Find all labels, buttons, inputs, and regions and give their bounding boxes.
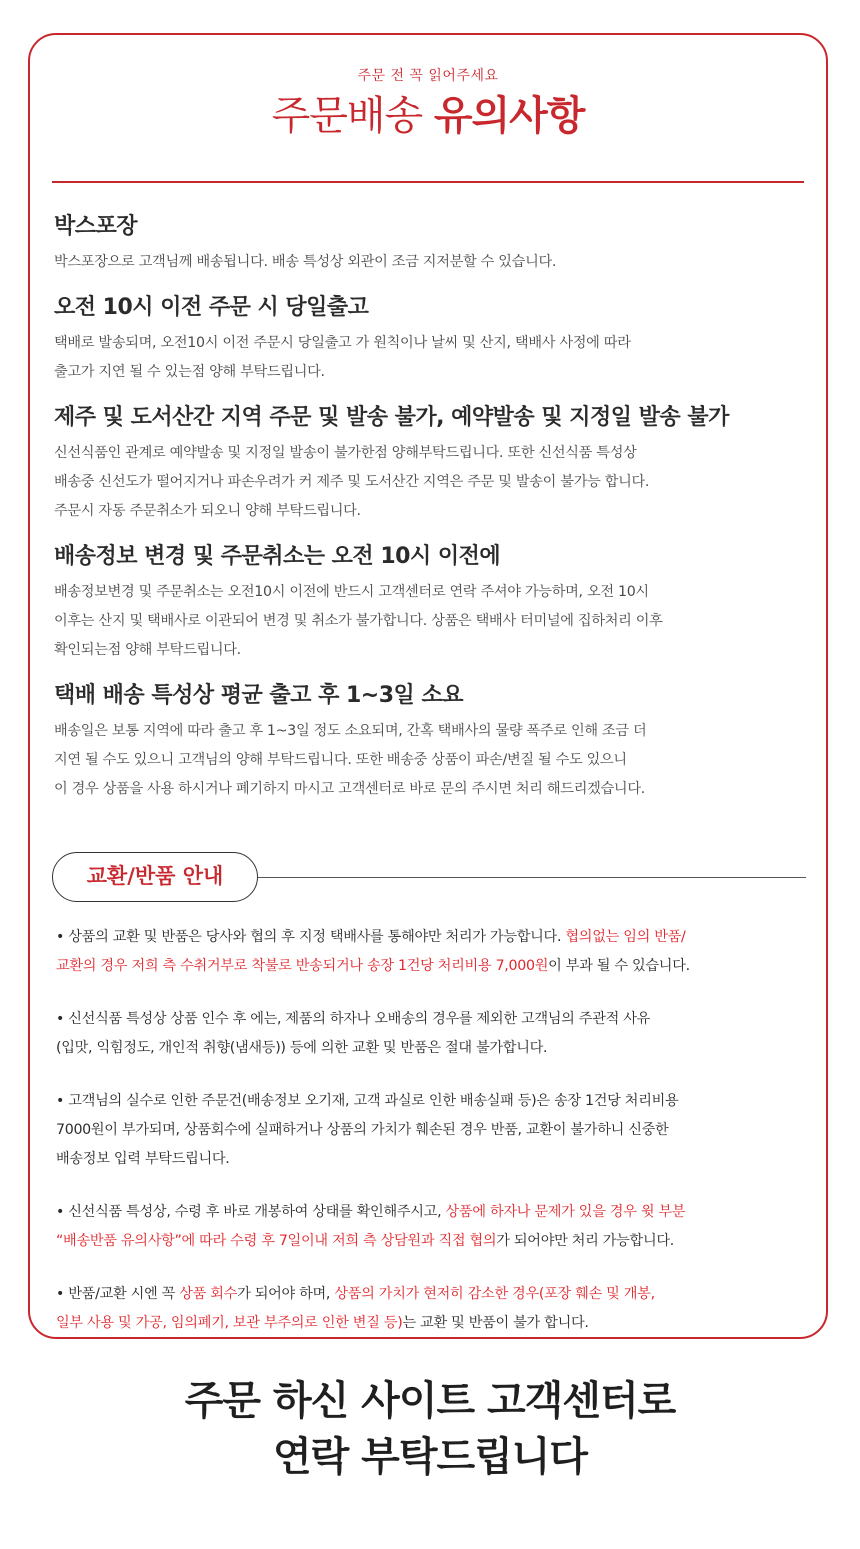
bullet-highlight: 상품의 가치가 현저히 감소한 경우(포장 훼손 및 개봉, (334, 1286, 655, 1302)
bullet-text: (입맛, 익힘정도, 개인적 취향(냄새등)) 등에 의한 교환 및 반품은 절대 불가합니다. (56, 1040, 548, 1056)
exchange-label-pill: 교환/반품 안내 (52, 852, 258, 902)
bullet-item (56, 1087, 816, 1174)
footer-line: 주문 하신 사이트 고객센터로 (184, 1378, 676, 1424)
bullet-text: • 신선식품 특성상 상품 인수 후 에는, 제품의 하자나 오배송의 경우를 제외한 고객님의 주관적 사유 (56, 1011, 651, 1027)
bullet-item (56, 1280, 816, 1338)
bullet-text: 배송정보 입력 부탁드립니다. (56, 1151, 230, 1167)
bullet-highlight: 상품 회수 (179, 1286, 238, 1302)
notice-header (30, 65, 826, 141)
bullet-highlight: “배송반품 유의사항”에 따라 수령 후 7일이내 저희 측 상담원과 직접 협의 (56, 1233, 497, 1249)
bullet-text: 가 되어야만 처리 가능합니다. (496, 1233, 674, 1249)
header-divider (52, 181, 804, 183)
section-delivery-time (54, 679, 824, 804)
bullet-item (56, 1005, 816, 1063)
section-heading: 오전 10시 이전 주문 시 당일출고 (54, 295, 369, 320)
bullet-highlight: 일부 사용 및 가공, 임의폐기, 보관 부주의로 인한 변질 등) (56, 1315, 403, 1331)
header-kicker: 주문 전 꼭 읽어주세요 (357, 68, 499, 84)
bullet-text: 이 부과 될 수 있습니다. (548, 958, 690, 974)
exchange-header (52, 852, 806, 904)
section-jeju-restriction (54, 401, 824, 526)
section-heading: 제주 및 도서산간 지역 주문 및 발송 불가, 예약발송 및 지정일 발송 불가 (54, 405, 729, 430)
notice-card (28, 33, 828, 1339)
page-title (30, 91, 826, 141)
bullet-text: 7000원이 부가되며, 상품회수에 실패하거나 상품의 가치가 훼손된 경우 반품, 교환이 불가하니 신중한 (56, 1122, 669, 1138)
section-order-change (54, 540, 824, 665)
section-body: 배송일은 보통 지역에 따라 출고 후 1~3일 정도 소요되며, 간혹 택배사의 물량 폭주로 인해 조금 더 지연 될 수도 있으니 고객님의 양해 부탁드립니다. 또한 배송중 상품이 파손/변질 될 수도 있으니 이 경우 상품을 사용 하시거나 폐기하지 마시고 고객센터로 바로 문의 주시면 처리 해드리겠습니다. (54, 723, 647, 797)
section-body: 택배로 발송되며, 오전10시 이전 주문시 당일출고 가 원칙이나 날씨 및 산지, 택배사 사정에 따라 출고가 지연 될 수 있는점 양해 부탁드립니다. (54, 335, 631, 380)
bullet-text: • 반품/교환 시엔 꼭 (56, 1286, 180, 1302)
contact-footer (0, 1373, 860, 1485)
bullet-item (56, 1198, 816, 1256)
section-same-day-shipping (54, 291, 824, 387)
section-box-packaging (54, 210, 824, 277)
bullet-text: 가 되어야 하며, (237, 1286, 335, 1302)
footer-line: 연락 부탁드립니다 (272, 1434, 588, 1480)
section-body: 배송정보변경 및 주문취소는 오전10시 이전에 반드시 고객센터로 연락 주셔야 가능하며, 오전 10시 이후는 산지 및 택배사로 이관되어 변경 및 취소가 불가합니다. 상품은 택배사 터미널에 집하처리 이후 확인되는점 양해 부탁드립니다. (54, 584, 663, 658)
title-light: 주문배송 (271, 93, 434, 139)
notice-sections (54, 210, 824, 818)
bullet-text: 는 교환 및 반품이 불가 합니다. (402, 1315, 589, 1331)
section-heading: 박스포장 (54, 214, 138, 239)
title-bold: 유의사항 (433, 93, 585, 139)
section-heading: 택배 배송 특성상 평균 출고 후 1~3일 소요 (54, 683, 463, 708)
section-body: 박스포장으로 고객님께 배송됩니다. 배송 특성상 외관이 조금 지저분할 수 있습니다. (54, 254, 557, 270)
bullet-highlight: 협의없는 임의 반품/ (565, 929, 686, 945)
bullet-highlight: 교환의 경우 저희 측 수취거부로 착불로 반송되거나 송장 1건당 처리비용 7,000원 (56, 958, 549, 974)
bullet-text: • 신선식품 특성상, 수령 후 바로 개봉하여 상태를 확인해주시고, (56, 1204, 446, 1220)
bullet-text: • 고객님의 실수로 인한 주문건(배송정보 오기재, 고객 과실로 인한 배송실패 등)은 송장 1건당 처리비용 (56, 1093, 679, 1109)
section-body: 신선식품인 관계로 예약발송 및 지정일 발송이 불가한점 양해부탁드립니다. 또한 신선식품 특성상 배송중 신선도가 떨어지거나 파손우려가 커 제주 및 도서산간 지역은 주문 및 발송이 불가능 합니다. 주문시 자동 주문취소가 되오니 양해 부탁드립니다. (54, 445, 650, 519)
bullet-highlight: 상품에 하자나 문제가 있을 경우 윗 부분 (445, 1204, 686, 1220)
bullet-item (56, 923, 816, 981)
section-heading: 배송정보 변경 및 주문취소는 오전 10시 이전에 (54, 544, 501, 569)
exchange-bullets (56, 923, 816, 1362)
bullet-text: • 상품의 교환 및 반품은 당사와 협의 후 지정 택배사를 통해야만 처리가 가능합니다. (56, 929, 566, 945)
exchange-divider (258, 877, 806, 878)
